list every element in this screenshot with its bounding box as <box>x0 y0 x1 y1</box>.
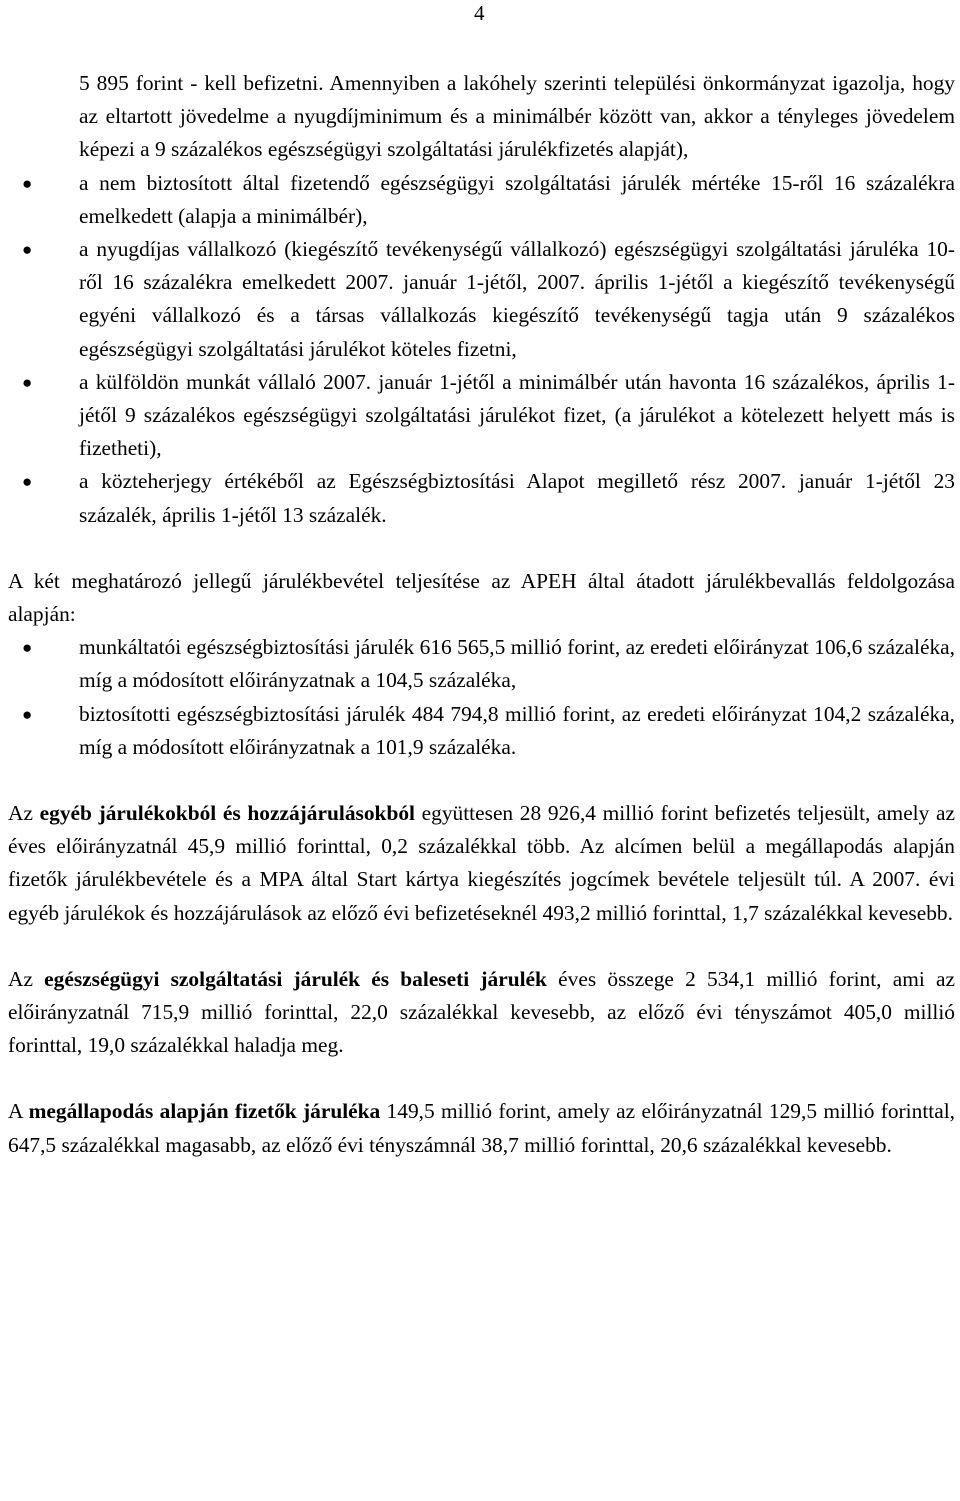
list-item-text: biztosítotti egészségbiztosítási járulék 484 794,8 millió forint, az eredeti előirányzat 104,2 százaléka, míg a módosított előirányzatnak a 101,9 százaléka. <box>79 701 955 759</box>
paragraph-text: Az <box>8 801 40 826</box>
bullet-icon: ● <box>22 638 33 658</box>
paragraph-agreement-contribution <box>8 1095 955 1161</box>
bullet-icon: ● <box>22 372 33 392</box>
list-item-continuation <box>8 67 955 167</box>
paragraph-bold-text: egyéb járulékokból és hozzájárulásokból <box>39 801 415 826</box>
paragraph-text: éves összege 2 534,1 millió forint, ami az előirányzatnál 715,9 millió forinttal, 22,0 százalékkal kevesebb, az előző évi tényszámot 405,0 millió forinttal, 19,0 százalékkal haladja meg. <box>8 966 955 1058</box>
list-item <box>8 366 955 466</box>
paragraph-text: 149,5 millió forint, amely az előirányzatnál 129,5 millió forinttal, 647,5 százalékkal magasabb, az előző évi tényszámnál 38,7 millió forinttal, 20,6 százalékkal kevesebb. <box>8 1099 955 1157</box>
paragraph-bold-text: megállapodás alapján fizetők járuléka <box>28 1099 381 1124</box>
list-item <box>8 167 955 233</box>
intro-paragraph: A két meghatározó jellegű járulékbevétel teljesítése az APEH által átadott járulékbevallás feldolgozása alapján: <box>8 568 955 627</box>
bullet-icon: ● <box>22 240 33 260</box>
paragraph-text: Az <box>8 966 45 991</box>
paragraph-other-contributions <box>8 797 955 930</box>
list-item-text: a nem biztosított által fizetendő egészségügyi szolgáltatási járulék mértéke 15-ről 16 százalékra emelkedett (alapja a minimálbér), <box>79 170 955 228</box>
list-item-text: munkáltatói egészségbiztosítási járulék 616 565,5 millió forint, az eredeti előirányzat 106,6 százaléka, míg a módosított előirányzatnak a 104,5 százaléka, <box>79 635 955 693</box>
first-bullet-list <box>8 67 955 532</box>
list-item <box>8 631 955 697</box>
page-number: 4 <box>474 1 485 25</box>
list-item <box>8 233 955 366</box>
bullet-icon: ● <box>22 173 33 193</box>
bullet-icon: ● <box>22 704 33 724</box>
paragraph-text: A <box>8 1099 29 1124</box>
paragraph-health-service-contribution <box>8 963 955 1063</box>
list-item-text: 5 895 forint - kell befizetni. Amennyiben a lakóhely szerinti települési önkormányzat igazolja, hogy az eltartott jövedelme a nyugdíjminimum és a minimálbér között van, akkor a tényleges jövedelem képezi a 9 százalékos egészségügyi szolgáltatási járulékfizetés alapját), <box>79 71 955 162</box>
document-body <box>8 67 955 1162</box>
paragraph-bold-text: egészségügyi szolgáltatási járulék és baleseti járulék <box>44 966 547 991</box>
bullet-icon: ● <box>22 472 33 492</box>
list-item-text: a külföldön munkát vállaló 2007. január 1-jétől a minimálbér után havonta 16 százalékos, április 1-jétől 9 százalékos egészségügyi szolgáltatási járulékot fizet, (a járulékot a kötelezett helyett más is fizetheti), <box>79 369 955 461</box>
list-item <box>8 465 955 531</box>
list-item-text: a közteherjegy értékéből az Egészségbiztosítási Alapot megillető rész 2007. január 1-jétől 23 százalék, április 1-jétől 13 százalék. <box>79 469 955 527</box>
list-item <box>8 698 955 764</box>
paragraph-text: együttesen 28 926,4 millió forint befizetés teljesült, amely az éves előirányzatnál 45,9 millió forinttal, 0,2 százalékkal több. Az alcímen belül a megállapodás alapján fizetők járulékbevétele és a MPA által Start kártya kiegészítés jogcímek bevétele teljesült túl. A 2007. évi egyéb járulékok és hozzájárulások az előző évi befizetéseknél 493,2 millió forinttal, 1,7 százalékkal kevesebb. <box>8 801 955 925</box>
second-bullet-list <box>8 631 955 764</box>
list-item-text: a nyugdíjas vállalkozó (kiegészítő tevékenységű vállalkozó) egészségügyi szolgáltatási járuléka 10-ről 16 százalékra emelkedett 2007. január 1-jétől, 2007. április 1-jétől a kiegészítő tevékenységű egyéni vállalkozó és a társas vállalkozás kiegészítő tevékenységű tagja után 9 százalékos egészségügyi szolgáltatási járulékot köteles fizetni, <box>79 237 955 361</box>
